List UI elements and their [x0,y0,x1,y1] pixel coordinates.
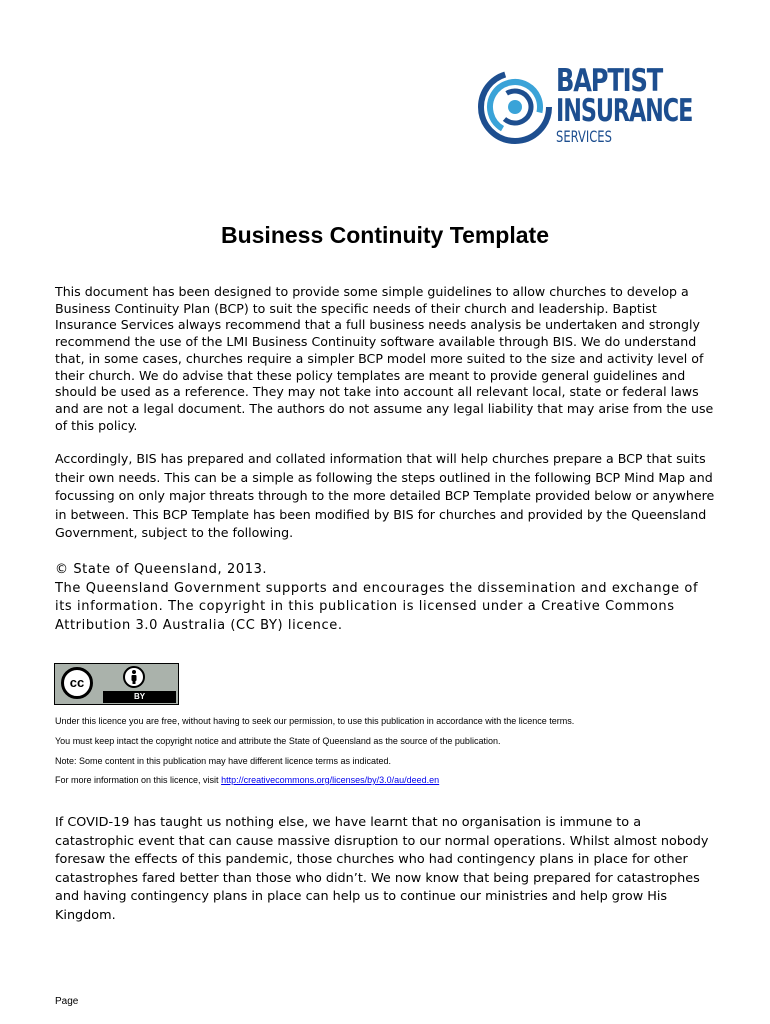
by-label: BY [103,691,176,703]
copyright-notice [55,561,720,635]
licence-note-2: You must keep intact the copyright notice and attribute the State of Queensland as the source of the publication. [55,736,501,746]
page-footer: Page [55,996,79,1007]
baptist-insurance-logo [478,64,718,156]
intro-paragraph: This document has been designed to provide some simple guidelines to allow churches to develop a Business Continuity Plan (BCP) to suit the specific needs of their church and leadership. Baptist Insurance Services always recommend that a full business needs analysis be undertaken and strongly recommend the use of the LMI Business Continuity software available through BIS. We do understand that, in some cases, churches require a simpler BCP model more suited to the size and activity level of their church. We do advise that these policy templates are meant to provide general guidelines and should be used as a reference. They may not take into account all relevant local, state or federal laws and are not a legal document. The authors do not assume any legal liability that may arise from the use of this policy. [55,284,714,433]
licence-note-4 [55,775,715,786]
logo-line-services: SERVICES [556,127,612,146]
accordingly-paragraph: Accordingly, BIS has prepared and collated information that will help churches prepare a BCP that suits their own needs. This can be a simple as following the steps outlined in the following BCP Mind Map and focussing on only major threats through to the more detailed BCP Template provided below or anywhere in between. This BCP Template has been modified by BIS for churches and provided by the Queensland Government, subject to the following. [55,451,715,540]
licence-link[interactable]: http://creativecommons.org/licenses/by/3.0/au/deed.en [221,775,440,785]
logo-line-baptist: BAPTIST [556,63,663,99]
creative-commons-by-badge [54,663,179,705]
licence-note-4-text: For more information on this licence, visit [55,775,222,785]
copyright-statement: The Queensland Government supports and encourages the dissemination and exchange of its information. The copyright in this publication is licensed under a Creative Commons Attribution 3.0 Australia (CC BY) licence. [55,580,699,633]
document-title: Business Continuity Template [220,222,549,248]
logo-line-insurance: INSURANCE [556,93,693,129]
copyright-line: © State of Queensland, 2013. [55,562,268,577]
covid-paragraph: If COVID-19 has taught us nothing else, we have learnt that no organisation is immune to a catastrophic event that can cause massive disruption to our normal operations. Whilst almost nobody foresaw the effects of this pandemic, those churches who had contingency plans in place for other catastrophes fared better than those who didn’t. We now know that being prepared for catastrophes and having contingency plans in place can help us to continue our ministries and help grow His Kingdom. [55,815,709,923]
licence-note-1: Under this licence you are free, without having to seek our permission, to use this publication in accordance with the licence terms. [55,716,575,726]
attribution-person-icon [123,666,145,688]
licence-note-3: Note: Some content in this publication may have different licence terms as indicated. [55,756,392,766]
cc-icon: cc [61,667,93,699]
swirl-logo-icon [478,70,552,144]
